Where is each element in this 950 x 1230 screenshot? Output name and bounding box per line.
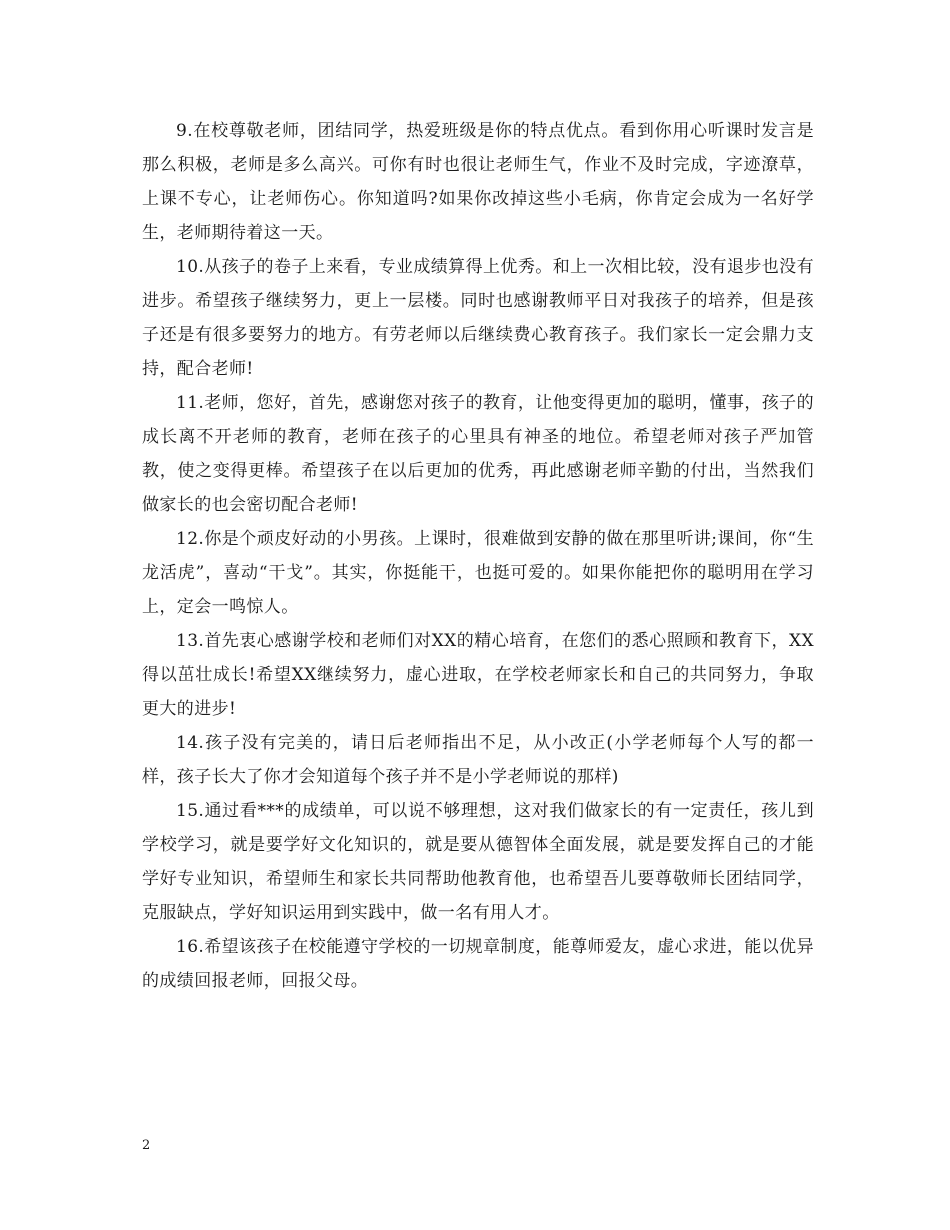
document-body (142, 114, 814, 998)
page-number: 2 (142, 1138, 151, 1153)
paragraph-11: 11.老师，您好，首先，感谢您对孩子的教育，让他变得更加的聪明，懂事，孩子的成长离不开老师的教育，老师在孩子的心里具有神圣的地位。希望老师对孩子严加管教，使之变得更棒。希望孩子在以后更加的优秀，再此感谢老师辛勤的付出，当然我们做家长的也会密切配合老师! (142, 393, 814, 515)
paragraph-15: 15.通过看***的成绩单，可以说不够理想，这对我们做家长的有一定责任，孩儿到学校学习，就是要学好文化知识的，就是要从德智体全面发展，就是要发挥自己的才能学好专业知识，希望师生和家长共同帮助他教育他，也希望吾儿要尊敬师长团结同学，克服缺点，学好知识运用到实践中，做一名有用人才。 (142, 801, 814, 923)
paragraph-14: 14.孩子没有完美的，请日后老师指出不足，从小改正(小学老师每个人写的都一样，孩子长大了你才会知道每个孩子并不是小学老师说的那样) (142, 733, 814, 787)
paragraph-12: 12.你是个顽皮好动的小男孩。上课时，很难做到安静的做在那里听讲;课间，你“生龙活虎”，喜动“干戈”。其实，你挺能干，也挺可爱的。如果你能把你的聪明用在学习上，定会一鸣惊人。 (142, 529, 814, 617)
paragraph-9: 9.在校尊敬老师，团结同学，热爱班级是你的特点优点。看到你用心听课时发言是那么积极，老师是多么高兴。可你有时也很让老师生气，作业不及时完成，字迹潦草，上课不专心，让老师伤心。你知道吗?如果你改掉这些小毛病，你肯定会成为一名好学生，老师期待着这一天。 (142, 121, 814, 243)
paragraph-16: 16.希望该孩子在校能遵守学校的一切规章制度，能尊师爱友，虚心求进，能以优异的成绩回报老师，回报父母。 (142, 937, 814, 991)
paragraph-13: 13.首先衷心感谢学校和老师们对XX的精心培育，在您们的悉心照顾和教育下，XX得以茁壮成长!希望XX继续努力，虚心进取，在学校老师家长和自己的共同努力，争取更大的进步! (142, 631, 814, 719)
paragraph-10: 10.从孩子的卷子上来看，专业成绩算得上优秀。和上一次相比较，没有退步也没有进步。希望孩子继续努力，更上一层楼。同时也感谢教师平日对我孩子的培养，但是孩子还是有很多要努力的地方。有劳老师以后继续费心教育孩子。我们家长一定会鼎力支持，配合老师! (142, 257, 814, 379)
